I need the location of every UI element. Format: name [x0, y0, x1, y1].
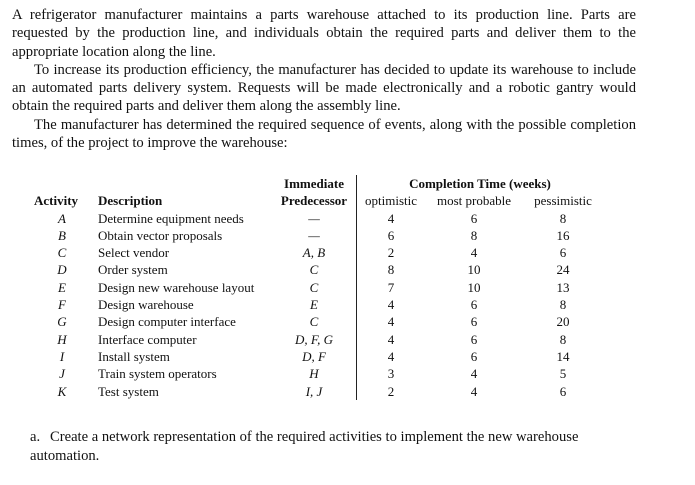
pessimistic-cell: 24	[556, 262, 570, 278]
description-cell: Install system	[98, 348, 170, 364]
description-cell: Test system	[98, 383, 159, 399]
question-label: a.	[30, 429, 41, 445]
table-row	[30, 296, 603, 313]
question-a	[30, 428, 640, 466]
pessimistic-cell: 6	[559, 383, 567, 399]
pessimistic-cell: 6	[559, 245, 567, 261]
pessimistic-cell: 8	[559, 210, 567, 226]
activity-cell: C	[57, 245, 67, 261]
pessimistic-cell: 13	[556, 279, 570, 295]
pessimistic-cell: 8	[559, 331, 567, 347]
predecessor-cell: —	[308, 227, 320, 243]
optimistic-cell: 4	[357, 296, 426, 313]
optimistic-cell: 7	[357, 279, 426, 296]
header-most-probable: most probable	[436, 193, 511, 209]
predecessor-cell: D, F	[302, 348, 326, 364]
most-probable-cell: 4	[470, 383, 478, 399]
most-probable-cell: 10	[467, 279, 481, 295]
table-row	[30, 331, 603, 348]
description-cell: Select vendor	[98, 245, 170, 261]
description-cell: Determine equipment needs	[98, 210, 244, 226]
table-row	[30, 210, 603, 227]
header-row-2	[30, 192, 603, 209]
description-cell: Obtain vector proposals	[98, 227, 223, 243]
optimistic-cell: 4	[357, 210, 426, 227]
problem-statement	[12, 6, 636, 152]
activity-cell: J	[59, 366, 65, 382]
most-probable-cell: 6	[470, 348, 478, 364]
optimistic-cell: 4	[357, 348, 426, 365]
description-cell: Interface computer	[98, 331, 197, 347]
header-predecessor: Predecessor	[280, 193, 348, 209]
header-completion-time: Completion Time (weeks)	[357, 175, 604, 192]
most-probable-cell: 8	[470, 227, 478, 243]
header-optimistic: optimistic	[357, 192, 426, 209]
pessimistic-cell: 14	[556, 348, 570, 364]
table-row	[30, 244, 603, 261]
question-text: Create a network representation of the required activities to implement the new warehouse automation.	[30, 429, 579, 464]
optimistic-cell: 4	[357, 313, 426, 330]
header-description: Description	[98, 193, 163, 209]
intro-paragraph-1: A refrigerator manufacturer maintains a parts warehouse attached to its production line. Parts are requested by the production line, and individuals obtain the required parts and deliver them to the appropriate location along the line.	[12, 7, 636, 60]
activity-cell: F	[58, 297, 66, 313]
intro-paragraph-2: To increase its production efficiency, the manufacturer has decided to update its warehouse to include an automated parts delivery system. Requests will be made electronically and a robotic gantry would obtain the required parts and deliver them along the assembly line.	[12, 61, 636, 115]
header-immediate: Immediate	[284, 176, 344, 191]
description-cell: Design computer interface	[98, 314, 236, 330]
most-probable-cell: 6	[470, 331, 478, 347]
optimistic-cell: 3	[357, 365, 426, 382]
pessimistic-cell: 20	[556, 314, 570, 330]
table-row	[30, 348, 603, 365]
predecessor-cell: D, F, G	[294, 331, 334, 347]
most-probable-cell: 6	[470, 210, 478, 226]
pessimistic-cell: 16	[556, 227, 570, 243]
intro-paragraph-3: The manufacturer has determined the required sequence of events, along with the possible completion times, of the project to improve the warehouse:	[12, 116, 636, 152]
optimistic-cell: 6	[357, 227, 426, 244]
activity-cell: D	[57, 262, 67, 278]
predecessor-cell: E	[310, 297, 318, 313]
optimistic-cell: 2	[357, 383, 426, 400]
table-row	[30, 279, 603, 296]
description-cell: Design new warehouse layout	[98, 279, 255, 295]
optimistic-cell: 8	[357, 261, 426, 278]
pessimistic-cell: 5	[559, 366, 567, 382]
activity-cell: E	[58, 279, 66, 295]
activity-cell: H	[57, 331, 67, 347]
description-cell: Order system	[98, 262, 168, 278]
table-row	[30, 365, 603, 382]
activity-cell: A	[58, 210, 66, 226]
activity-cell: B	[58, 227, 66, 243]
predecessor-cell: A, B	[302, 245, 326, 261]
predecessor-cell: H	[309, 366, 319, 382]
optimistic-cell: 4	[357, 331, 426, 348]
description-cell: Train system operators	[98, 366, 217, 382]
activity-cell: K	[57, 383, 67, 399]
table-row	[30, 313, 603, 330]
header-activity: Activity	[34, 193, 79, 209]
pessimistic-cell: 8	[559, 297, 567, 313]
activity-cell: I	[59, 348, 65, 364]
most-probable-cell: 6	[470, 314, 478, 330]
most-probable-cell: 6	[470, 297, 478, 313]
predecessor-cell: C	[309, 314, 319, 330]
most-probable-cell: 10	[467, 262, 481, 278]
predecessor-cell: C	[309, 279, 319, 295]
predecessor-cell: —	[308, 210, 320, 226]
predecessor-cell: I, J	[305, 383, 323, 399]
table-row	[30, 383, 603, 400]
most-probable-cell: 4	[470, 245, 478, 261]
header-pessimistic: pessimistic	[534, 193, 592, 209]
most-probable-cell: 4	[470, 366, 478, 382]
description-cell: Design warehouse	[98, 297, 194, 313]
activity-cell: G	[57, 314, 67, 330]
predecessor-cell: C	[309, 262, 319, 278]
optimistic-cell: 2	[357, 244, 426, 261]
table-row	[30, 261, 603, 278]
activity-table	[30, 175, 603, 400]
table-header	[30, 175, 603, 210]
header-row-1	[30, 175, 603, 192]
table-row	[30, 227, 603, 244]
table-body	[30, 210, 603, 400]
